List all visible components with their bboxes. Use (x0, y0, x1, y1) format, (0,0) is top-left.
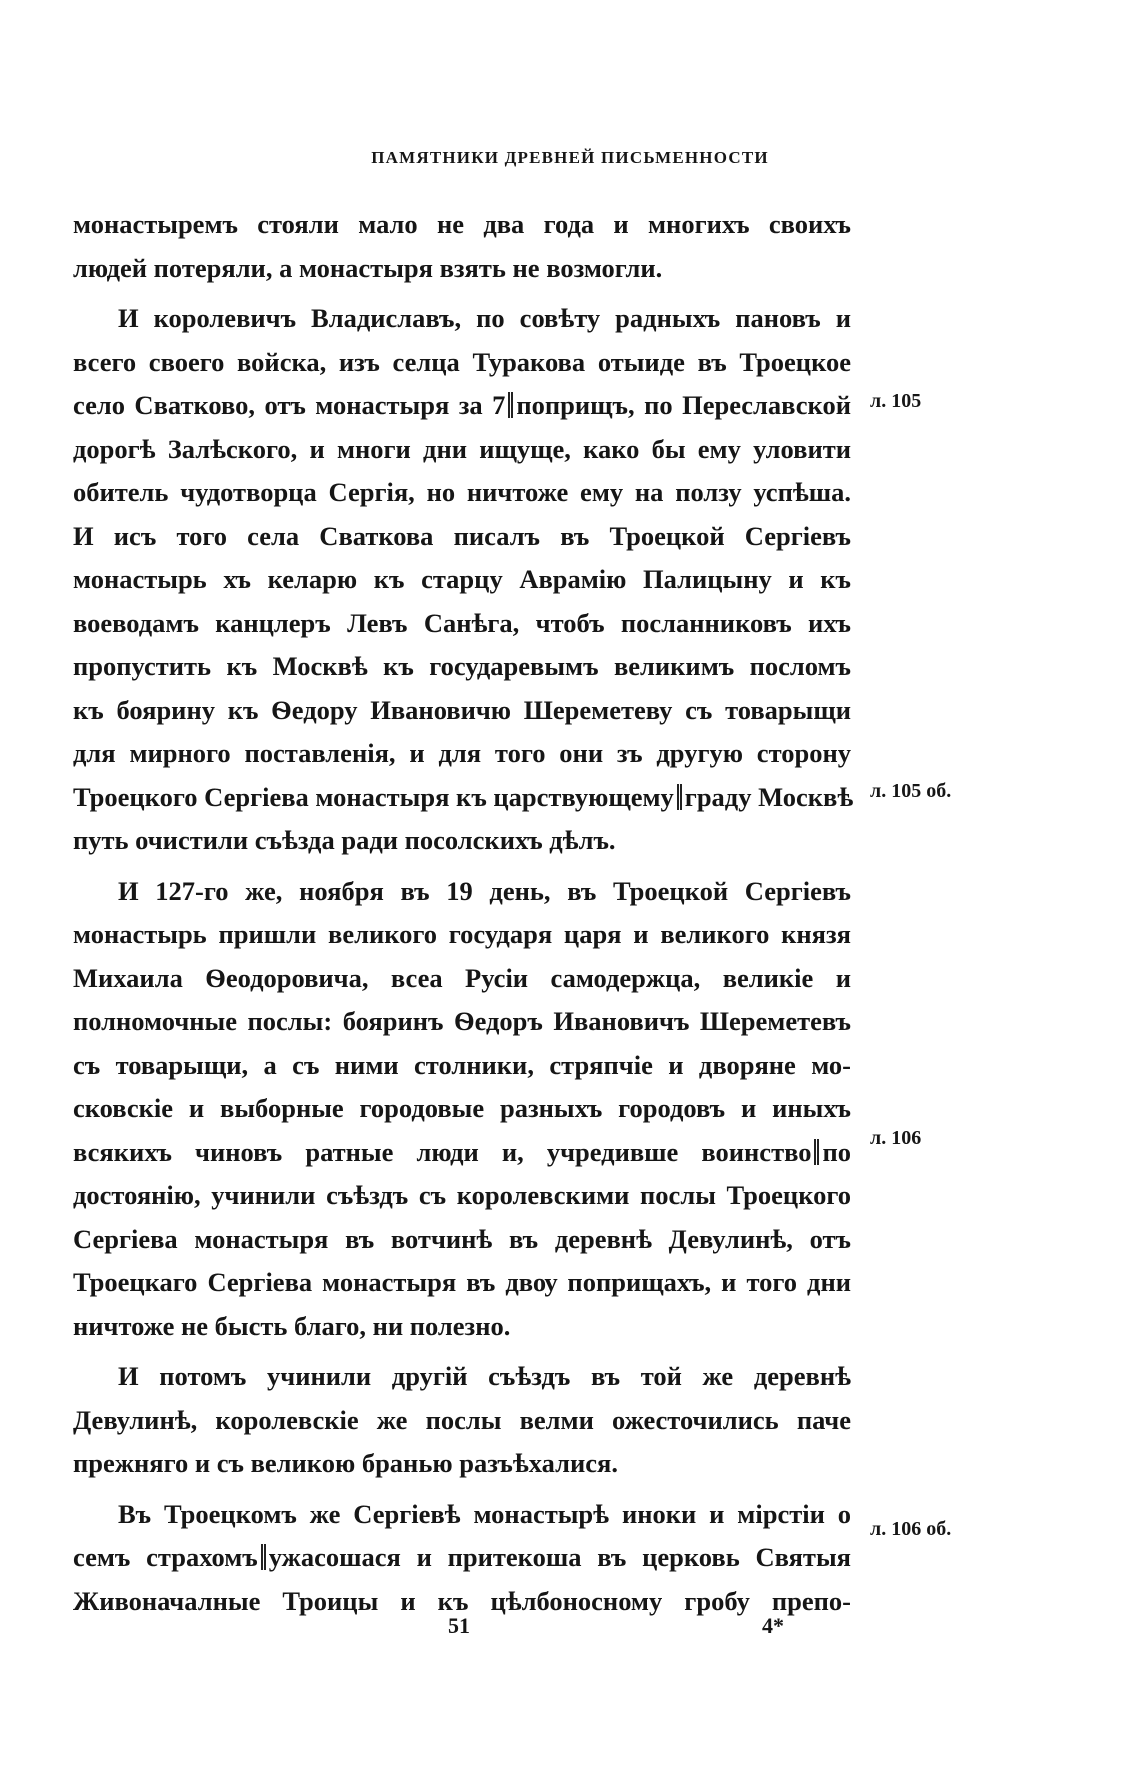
paragraph-3 (73, 870, 851, 1349)
signature-mark: 4* (762, 1613, 784, 1638)
text-line: монастыремъ стояли мало не два года и многихъ своихъ (73, 209, 851, 239)
text-line: къ боярину къ Ѳедору Ивановичю Шереметеву съ товарыщи (73, 694, 851, 725)
margin-folio-note: л. 106 (870, 1127, 922, 1149)
text-line: полномочные послы: бояринъ Ѳедоръ Ивановичъ Шереметевъ (73, 1006, 851, 1036)
text-line (73, 1536, 851, 1580)
folio-break-mark (261, 1544, 266, 1570)
text-segment: по (822, 1136, 851, 1167)
margin-folio-note: л. 105 (870, 390, 922, 412)
text-segment: Троецкого Сергіева монастыря къ царствующему (73, 781, 674, 812)
text-line: воеводамъ канцлеръ Левъ Санѣга, чтобъ посланниковъ ихъ (73, 607, 851, 638)
text-segment: граду Москвѣ (684, 781, 854, 812)
text-line: путь очистили съѣзда ради посолскихъ дѣлъ. (73, 825, 616, 855)
paragraph-1 (73, 203, 851, 290)
text-line: съ товарыщи, а съ ними столники, стряпчіе и дворяне мо- (73, 1049, 851, 1080)
text-line: монастырь пришли великого государя царя и великого князя (73, 919, 851, 949)
text-segment: семъ страхомъ (73, 1542, 258, 1572)
paragraph-5 (73, 1493, 851, 1624)
text-line: И потомъ учинили другій съѣздъ въ той же деревнѣ (118, 1361, 851, 1391)
text-line: сковскіе и выборные городовые разныхъ городовъ и иныхъ (73, 1093, 851, 1123)
folio-break-mark (508, 392, 513, 418)
text-line: И исъ того села Сваткова писалъ въ Троецкой Сергіевъ (73, 520, 851, 551)
text-segment: всякихъ чиновъ ратные люди и, учредивше воинство (73, 1136, 812, 1167)
running-head (0, 148, 1140, 168)
text-line: Живоначалные Троицы и къ цѣлбоносному гробу препо- (73, 1585, 851, 1616)
margin-folio-note: л. 105 об. (870, 780, 952, 802)
text-line: ничтоже не бысть благо, ни полезно. (73, 1310, 511, 1341)
text-line: пропустить къ Москвѣ къ государевымъ великимъ посломъ (73, 651, 851, 681)
text-line: Сергіева монастыря въ вотчинѣ въ деревнѣ Девулинѣ, отъ (73, 1223, 851, 1254)
text-line (73, 1131, 851, 1175)
text-line: дорогѣ Залѣского, и многи дни ищуще, како бы ему уловити (73, 433, 851, 464)
margin-folio-note: л. 106 об. (870, 1518, 952, 1540)
text-line: Троецкаго Сергіева монастыря въ двѹ поприщахъ, и того дни (73, 1267, 851, 1297)
running-title: ПАМЯТНИКИ ДРЕВНЕЙ ПИСЬМЕННОСТИ (371, 148, 769, 167)
text-line: людей потеряли, а монастыря взять не возмогли. (73, 252, 663, 283)
text-line: достоянію, учинили съѣздъ съ королевскими послы Троецкого (73, 1180, 851, 1210)
text-line: Девулинѣ, королевскіе же послы велми ожесточились паче (73, 1404, 851, 1435)
text-line: И королевичъ Владиславъ, по совѣту радныхъ пановъ и (118, 303, 851, 333)
folio-break-mark (677, 784, 682, 810)
text-line (73, 776, 854, 820)
text-line: И 127-го же, ноября въ 19 день, въ Троецкой Сергіевъ (118, 875, 851, 906)
text-line (73, 384, 851, 428)
text-line: всего своего войска, изъ селца Туракова отыиде въ Троецкое (73, 346, 851, 377)
text-line: Въ Троецкомъ же Сергіевѣ монастырѣ иноки и мірстіи о (118, 1498, 851, 1529)
folio-break-mark (814, 1139, 819, 1165)
text-line: обитель чудотворца Сергія, но ничтоже ему на ползу успѣша. (73, 477, 851, 507)
paragraph-2 (73, 297, 854, 863)
text-line: прежняго и съ великою бранью разъѣхалися. (73, 1448, 618, 1478)
text-line: Михаила Ѳеодоровича, всеа Русіи самодержца, великіе и (73, 962, 851, 993)
text-segment: поприщъ, по Переславской (516, 390, 851, 420)
text-line: монастырь хъ келарю къ старцу Аврамію Палицыну и къ (73, 564, 851, 594)
paragraph-4 (73, 1355, 851, 1486)
text-segment: ужасошася и притекоша въ церковь Святыя (268, 1542, 851, 1572)
page-number: 51 (448, 1613, 470, 1638)
body-text (73, 203, 854, 1623)
text-segment: село Сватково, отъ монастыря за 7 (73, 390, 506, 420)
text-line: для мирного поставленія, и для того они зъ другую сторону (73, 738, 851, 768)
